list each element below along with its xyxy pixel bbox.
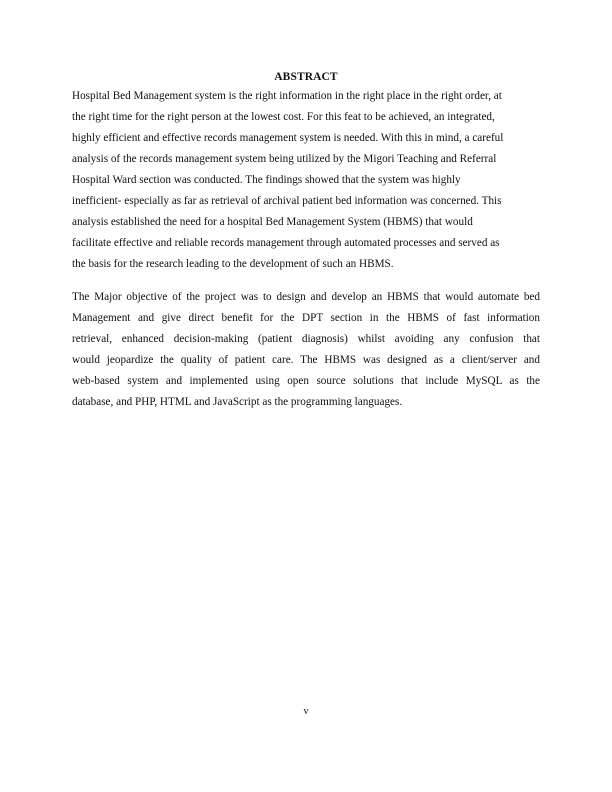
abstract-heading: ABSTRACT	[274, 71, 338, 83]
paragraph-line: The Major objective of the project was to design and develop an HBMS that would automate bed	[72, 291, 540, 303]
paragraph-line: the right time for the right person at the lowest cost. For this feat to be achieved, an integrated,	[72, 111, 495, 123]
paragraph-line: highly efficient and effective records management system is needed. With this in mind, a careful	[72, 132, 504, 144]
paragraph-line: the basis for the research leading to the development of such an HBMS.	[72, 258, 394, 270]
paragraph-line: facilitate effective and reliable records management through automated processes and served as	[72, 237, 500, 249]
paragraph-line: retrieval, enhanced decision-making (patient diagnosis) whilst avoiding any confusion that	[72, 333, 540, 345]
paragraph-line: database, and PHP, HTML and JavaScript as the programming languages.	[72, 396, 403, 408]
paragraph-line: inefficient- especially as far as retrieval of archival patient bed information was concerned. This	[72, 195, 502, 207]
paragraph-line: web-based system and implemented using open source solutions that include MySQL as the	[72, 375, 540, 387]
paragraph-line: Management and give direct benefit for the DPT section in the HBMS of fast information	[72, 312, 540, 324]
paragraph-line: would jeopardize the quality of patient care. The HBMS was designed as a client/server and	[72, 354, 540, 366]
paragraph-line: Hospital Bed Management system is the right information in the right place in the right order, at	[72, 90, 502, 102]
paragraph-line: analysis established the need for a hospital Bed Management System (HBMS) that would	[72, 216, 473, 228]
paragraph-line: Hospital Ward section was conducted. The findings showed that the system was highly	[72, 174, 461, 186]
page-number: v	[303, 706, 309, 717]
paragraph-line: analysis of the records management system being utilized by the Migori Teaching and Referral	[72, 153, 497, 165]
